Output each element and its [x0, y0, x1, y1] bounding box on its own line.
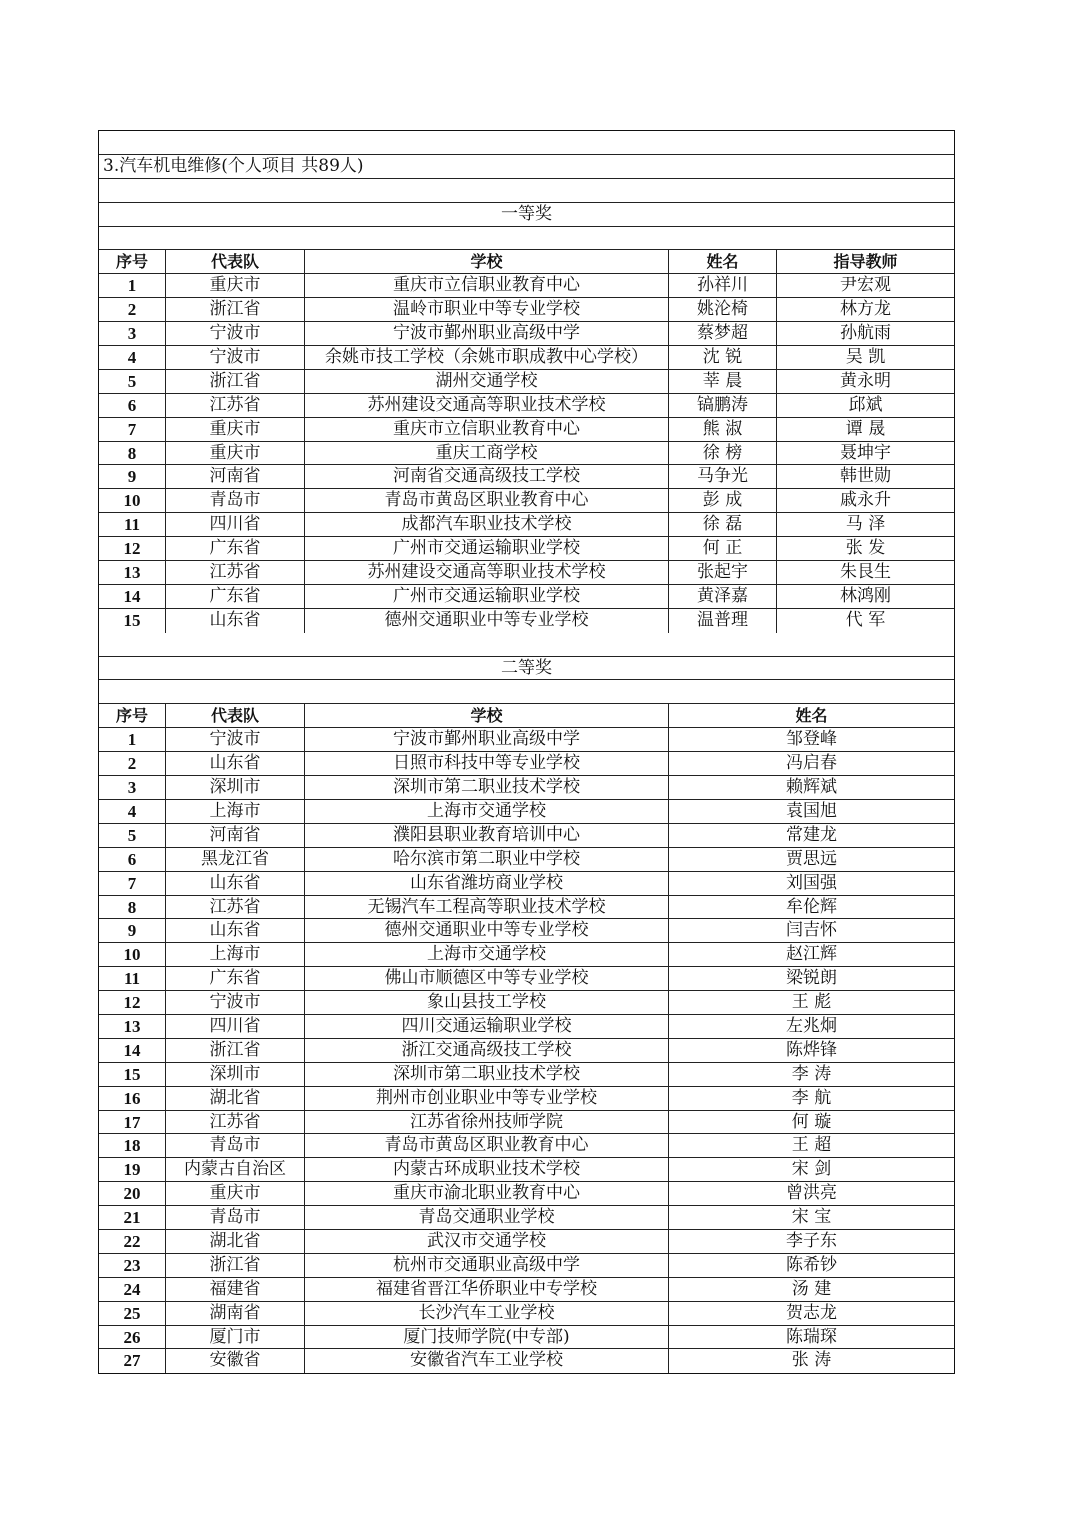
- cell-team: 广东省: [166, 967, 305, 990]
- cell-team: 上海市: [166, 800, 305, 823]
- cell-name: 李子东: [786, 1230, 837, 1251]
- cell-school: 上海市交通学校: [305, 943, 669, 966]
- cell-index: 9: [99, 465, 166, 488]
- cell-team: 宁波市: [166, 991, 305, 1014]
- column-header-team: 代表队: [166, 250, 305, 273]
- cell-index: 13: [99, 1015, 166, 1038]
- cell-instructor: 林鸿刚: [840, 585, 891, 606]
- blank-row: [99, 131, 954, 155]
- cell-team: 厦门市: [166, 1326, 305, 1349]
- cell-name: 徐 磊: [669, 513, 777, 536]
- cell-team: 内蒙古自治区: [166, 1158, 305, 1181]
- cell-name: 赖辉斌: [786, 777, 837, 798]
- cell-team: 河南省: [166, 824, 305, 847]
- cell-index: 21: [99, 1206, 166, 1229]
- cell-index: 22: [99, 1230, 166, 1253]
- cell-index: 6: [99, 848, 166, 871]
- cell-team: 山东省: [166, 919, 305, 942]
- section-title: 3.汽车机电维修(个人项目 共89人): [103, 155, 364, 176]
- cell-school: 四川交通运输职业学校: [305, 1015, 669, 1038]
- cell-team: 山东省: [166, 609, 305, 633]
- cell-school: 湖州交通学校: [305, 370, 669, 393]
- cell-name: 李 涛: [791, 1063, 832, 1084]
- cell-index: 5: [99, 824, 166, 847]
- table-row: [99, 561, 954, 585]
- cell-school: 重庆工商学校: [305, 442, 669, 465]
- cell-team: 江苏省: [166, 1111, 305, 1134]
- cell-school: 无锡汽车工程高等职业技术学校: [305, 896, 669, 919]
- cell-team: 江苏省: [166, 896, 305, 919]
- cell-name: 王 彪: [791, 992, 832, 1013]
- cell-school: 苏州建设交通高等职业技术学校: [305, 394, 669, 417]
- cell-school: 成都汽车职业技术学校: [305, 513, 669, 536]
- cell-school: 宁波市鄞州职业高级中学: [305, 322, 669, 345]
- table-row: [99, 346, 954, 370]
- cell-school: 上海市交通学校: [305, 800, 669, 823]
- cell-team: 宁波市: [166, 346, 305, 369]
- table-row: [99, 1182, 954, 1206]
- table-row: [99, 513, 954, 537]
- cell-name: 闫吉怀: [786, 920, 837, 941]
- column-header-instructor: 指导教师: [833, 252, 898, 272]
- table-row: [99, 537, 954, 561]
- table-row: [99, 824, 954, 848]
- column-header-name: 姓名: [669, 250, 777, 273]
- table-row: [99, 1230, 954, 1254]
- cell-school: 浙江交通高级技工学校: [305, 1039, 669, 1062]
- table-row: [99, 1302, 954, 1326]
- cell-index: 25: [99, 1302, 166, 1325]
- cell-index: 8: [99, 896, 166, 919]
- cell-name: 汤 建: [791, 1278, 832, 1299]
- cell-team: 青岛市: [166, 489, 305, 512]
- cell-index: 1: [99, 274, 166, 297]
- cell-name: 陈希钞: [786, 1254, 837, 1275]
- cell-school: 深圳市第二职业技术学校: [305, 1063, 669, 1086]
- cell-name: 镐鹏涛: [669, 394, 777, 417]
- table-row: [99, 322, 954, 346]
- cell-index: 7: [99, 872, 166, 895]
- table-row: [99, 418, 954, 442]
- cell-name: 袁国旭: [786, 800, 837, 821]
- column-header-school: 学校: [305, 250, 669, 273]
- cell-name: 张 涛: [791, 1350, 832, 1371]
- cell-team: 宁波市: [166, 728, 305, 751]
- cell-name: 马争光: [669, 465, 777, 488]
- cell-name: 陈瑞琛: [786, 1326, 837, 1347]
- table-row: [99, 1111, 954, 1135]
- first-prize-heading-row: [99, 203, 954, 227]
- cell-team: 浙江省: [166, 1254, 305, 1277]
- table-row: [99, 1254, 954, 1278]
- cell-name: 左兆炯: [786, 1015, 837, 1036]
- cell-index: 15: [99, 609, 166, 633]
- table-row: [99, 1015, 954, 1039]
- column-header-name: 姓名: [795, 706, 828, 726]
- cell-instructor: 朱艮生: [840, 562, 891, 583]
- table-row: [99, 1134, 954, 1158]
- cell-team: 深圳市: [166, 776, 305, 799]
- cell-school: 苏州建设交通高等职业技术学校: [305, 561, 669, 584]
- cell-index: 17: [99, 1111, 166, 1134]
- cell-school: 宁波市鄞州职业高级中学: [305, 728, 669, 751]
- blank-row: [99, 633, 954, 657]
- cell-school: 青岛市黄岛区职业教育中心: [305, 489, 669, 512]
- blank-row: [99, 179, 954, 203]
- cell-team: 江苏省: [166, 394, 305, 417]
- cell-instructor: 戚永升: [840, 490, 891, 511]
- cell-name: 牟伦辉: [786, 896, 837, 917]
- cell-instructor: 韩世勋: [840, 466, 891, 487]
- cell-school: 重庆市立信职业教育中心: [305, 418, 669, 441]
- table-row: [99, 1206, 954, 1230]
- cell-school: 日照市科技中等专业学校: [305, 752, 669, 775]
- table-row: [99, 1278, 954, 1302]
- cell-instructor: 尹宏观: [840, 275, 891, 296]
- second-prize-heading-row: [99, 657, 954, 681]
- table-row: [99, 609, 954, 633]
- cell-index: 7: [99, 418, 166, 441]
- cell-school: 重庆市立信职业教育中心: [305, 274, 669, 297]
- cell-name: 张起宇: [669, 561, 777, 584]
- cell-name: 李 航: [791, 1087, 832, 1108]
- cell-name: 曾洪亮: [786, 1183, 837, 1204]
- cell-team: 浙江省: [166, 370, 305, 393]
- cell-school: 江苏省徐州技师学院: [305, 1111, 669, 1134]
- cell-name: 宋 宝: [791, 1207, 832, 1228]
- cell-team: 山东省: [166, 752, 305, 775]
- cell-school: 福建省晋江华侨职业中专学校: [305, 1278, 669, 1301]
- cell-school: 青岛交通职业学校: [305, 1206, 669, 1229]
- cell-index: 5: [99, 370, 166, 393]
- cell-team: 青岛市: [166, 1206, 305, 1229]
- cell-index: 11: [99, 513, 166, 536]
- table-row: [99, 1039, 954, 1063]
- cell-instructor: 谭 晟: [845, 418, 886, 439]
- cell-instructor: 吴 凯: [845, 347, 886, 368]
- cell-index: 2: [99, 298, 166, 321]
- cell-school: 广州市交通运输职业学校: [305, 537, 669, 560]
- cell-team: 湖北省: [166, 1230, 305, 1253]
- cell-name: 孙祥川: [669, 274, 777, 297]
- cell-school: 武汉市交通学校: [305, 1230, 669, 1253]
- cell-team: 四川省: [166, 513, 305, 536]
- cell-team: 深圳市: [166, 1063, 305, 1086]
- cell-team: 山东省: [166, 872, 305, 895]
- first-prize-header-row: [99, 250, 954, 274]
- cell-team: 重庆市: [166, 418, 305, 441]
- cell-school: 广州市交通运输职业学校: [305, 585, 669, 608]
- cell-name: 熊 淑: [669, 418, 777, 441]
- cell-school: 杭州市交通职业高级中学: [305, 1254, 669, 1277]
- table-row: [99, 728, 954, 752]
- cell-index: 14: [99, 585, 166, 608]
- blank-row: [99, 680, 954, 704]
- cell-school: 深圳市第二职业技术学校: [305, 776, 669, 799]
- table-row: [99, 1349, 954, 1373]
- cell-index: 15: [99, 1063, 166, 1086]
- table-row: [99, 800, 954, 824]
- cell-school: 哈尔滨市第二职业中学校: [305, 848, 669, 871]
- table-row: [99, 848, 954, 872]
- cell-school: 厦门技师学院(中专部): [305, 1326, 669, 1349]
- cell-name: 贺志龙: [786, 1302, 837, 1323]
- cell-name: 王 超: [791, 1135, 832, 1156]
- cell-school: 安徽省汽车工业学校: [305, 1349, 669, 1373]
- cell-instructor: 聂坤宇: [840, 442, 891, 463]
- cell-team: 安徽省: [166, 1349, 305, 1373]
- cell-school: 余姚市技工学校（余姚市职成教中心学校）: [305, 346, 669, 369]
- table-row: [99, 1158, 954, 1182]
- cell-index: 27: [99, 1349, 166, 1373]
- cell-name: 黄泽嘉: [669, 585, 777, 608]
- cell-index: 14: [99, 1039, 166, 1062]
- cell-team: 青岛市: [166, 1134, 305, 1157]
- cell-name: 莘 晨: [669, 370, 777, 393]
- cell-team: 重庆市: [166, 274, 305, 297]
- cell-index: 10: [99, 943, 166, 966]
- cell-index: 3: [99, 776, 166, 799]
- cell-instructor: 代 军: [845, 609, 886, 630]
- cell-school: 重庆市渝北职业教育中心: [305, 1182, 669, 1205]
- cell-index: 4: [99, 800, 166, 823]
- column-header-team: 代表队: [166, 704, 305, 727]
- cell-index: 23: [99, 1254, 166, 1277]
- cell-instructor: 邱斌: [848, 394, 883, 415]
- cell-school: 山东省潍坊商业学校: [305, 872, 669, 895]
- cell-school: 象山县技工学校: [305, 991, 669, 1014]
- cell-name: 温普理: [669, 609, 777, 633]
- cell-school: 青岛市黄岛区职业教育中心: [305, 1134, 669, 1157]
- cell-name: 彭 成: [669, 489, 777, 512]
- cell-name: 陈烨锋: [786, 1039, 837, 1060]
- column-header-index: 序号: [99, 704, 166, 727]
- cell-school: 佛山市顺德区中等专业学校: [305, 967, 669, 990]
- cell-school: 河南省交通高级技工学校: [305, 465, 669, 488]
- cell-team: 福建省: [166, 1278, 305, 1301]
- cell-name: 徐 榜: [669, 442, 777, 465]
- cell-team: 浙江省: [166, 298, 305, 321]
- cell-name: 贾思远: [786, 848, 837, 869]
- results-table: [98, 130, 955, 1374]
- cell-team: 浙江省: [166, 1039, 305, 1062]
- table-row: [99, 943, 954, 967]
- cell-name: 刘国强: [786, 872, 837, 893]
- cell-index: 20: [99, 1182, 166, 1205]
- table-row: [99, 1087, 954, 1111]
- cell-name: 姚沦椅: [669, 298, 777, 321]
- cell-team: 宁波市: [166, 322, 305, 345]
- table-row: [99, 274, 954, 298]
- table-row: [99, 1326, 954, 1350]
- cell-index: 2: [99, 752, 166, 775]
- table-row: [99, 298, 954, 322]
- section-title-row: [99, 155, 954, 179]
- table-row: [99, 752, 954, 776]
- cell-index: 13: [99, 561, 166, 584]
- cell-index: 4: [99, 346, 166, 369]
- cell-index: 6: [99, 394, 166, 417]
- table-row: [99, 896, 954, 920]
- cell-team: 广东省: [166, 537, 305, 560]
- table-row: [99, 442, 954, 466]
- cell-school: 温岭市职业中等专业学校: [305, 298, 669, 321]
- table-row: [99, 489, 954, 513]
- cell-name: 沈 锐: [669, 346, 777, 369]
- table-row: [99, 872, 954, 896]
- cell-school: 长沙汽车工业学校: [305, 1302, 669, 1325]
- table-row: [99, 919, 954, 943]
- cell-index: 18: [99, 1134, 166, 1157]
- cell-index: 26: [99, 1326, 166, 1349]
- cell-school: 荆州市创业职业中等专业学校: [305, 1087, 669, 1110]
- table-row: [99, 585, 954, 609]
- cell-team: 河南省: [166, 465, 305, 488]
- cell-index: 16: [99, 1087, 166, 1110]
- table-row: [99, 776, 954, 800]
- cell-school: 德州交通职业中等专业学校: [305, 919, 669, 942]
- cell-team: 湖北省: [166, 1087, 305, 1110]
- table-row: [99, 370, 954, 394]
- cell-name: 何 璇: [791, 1111, 832, 1132]
- cell-name: 梁锐朗: [786, 968, 837, 989]
- column-header-index: 序号: [99, 250, 166, 273]
- cell-team: 四川省: [166, 1015, 305, 1038]
- cell-index: 1: [99, 728, 166, 751]
- table-row: [99, 967, 954, 991]
- cell-name: 赵江辉: [786, 944, 837, 965]
- cell-index: 12: [99, 537, 166, 560]
- first-prize-heading: 一等奖: [501, 203, 552, 224]
- cell-name: 宋 剑: [791, 1159, 832, 1180]
- cell-index: 8: [99, 442, 166, 465]
- cell-instructor: 张 发: [845, 538, 886, 559]
- column-header-school: 学校: [305, 704, 669, 727]
- cell-school: 濮阳县职业教育培训中心: [305, 824, 669, 847]
- second-prize-header-row: [99, 704, 954, 728]
- cell-index: 24: [99, 1278, 166, 1301]
- cell-team: 重庆市: [166, 1182, 305, 1205]
- cell-instructor: 黄永明: [840, 370, 891, 391]
- cell-name: 何 正: [669, 537, 777, 560]
- cell-team: 上海市: [166, 943, 305, 966]
- cell-team: 湖南省: [166, 1302, 305, 1325]
- cell-index: 11: [99, 967, 166, 990]
- cell-team: 重庆市: [166, 442, 305, 465]
- cell-index: 3: [99, 322, 166, 345]
- cell-school: 德州交通职业中等专业学校: [305, 609, 669, 633]
- cell-team: 江苏省: [166, 561, 305, 584]
- cell-name: 邹登峰: [786, 729, 837, 750]
- cell-index: 19: [99, 1158, 166, 1181]
- cell-instructor: 林方龙: [840, 299, 891, 320]
- cell-index: 10: [99, 489, 166, 512]
- table-row: [99, 465, 954, 489]
- blank-row: [99, 227, 954, 251]
- cell-instructor: 孙航雨: [840, 323, 891, 344]
- second-prize-heading: 二等奖: [501, 657, 552, 678]
- cell-team: 广东省: [166, 585, 305, 608]
- cell-index: 9: [99, 919, 166, 942]
- cell-name: 冯启春: [786, 753, 837, 774]
- table-row: [99, 1063, 954, 1087]
- table-row: [99, 991, 954, 1015]
- cell-school: 内蒙古环成职业技术学校: [305, 1158, 669, 1181]
- cell-instructor: 马 泽: [845, 514, 886, 535]
- cell-name: 蔡梦超: [669, 322, 777, 345]
- cell-index: 12: [99, 991, 166, 1014]
- cell-name: 常建龙: [786, 824, 837, 845]
- table-row: [99, 394, 954, 418]
- cell-team: 黑龙江省: [166, 848, 305, 871]
